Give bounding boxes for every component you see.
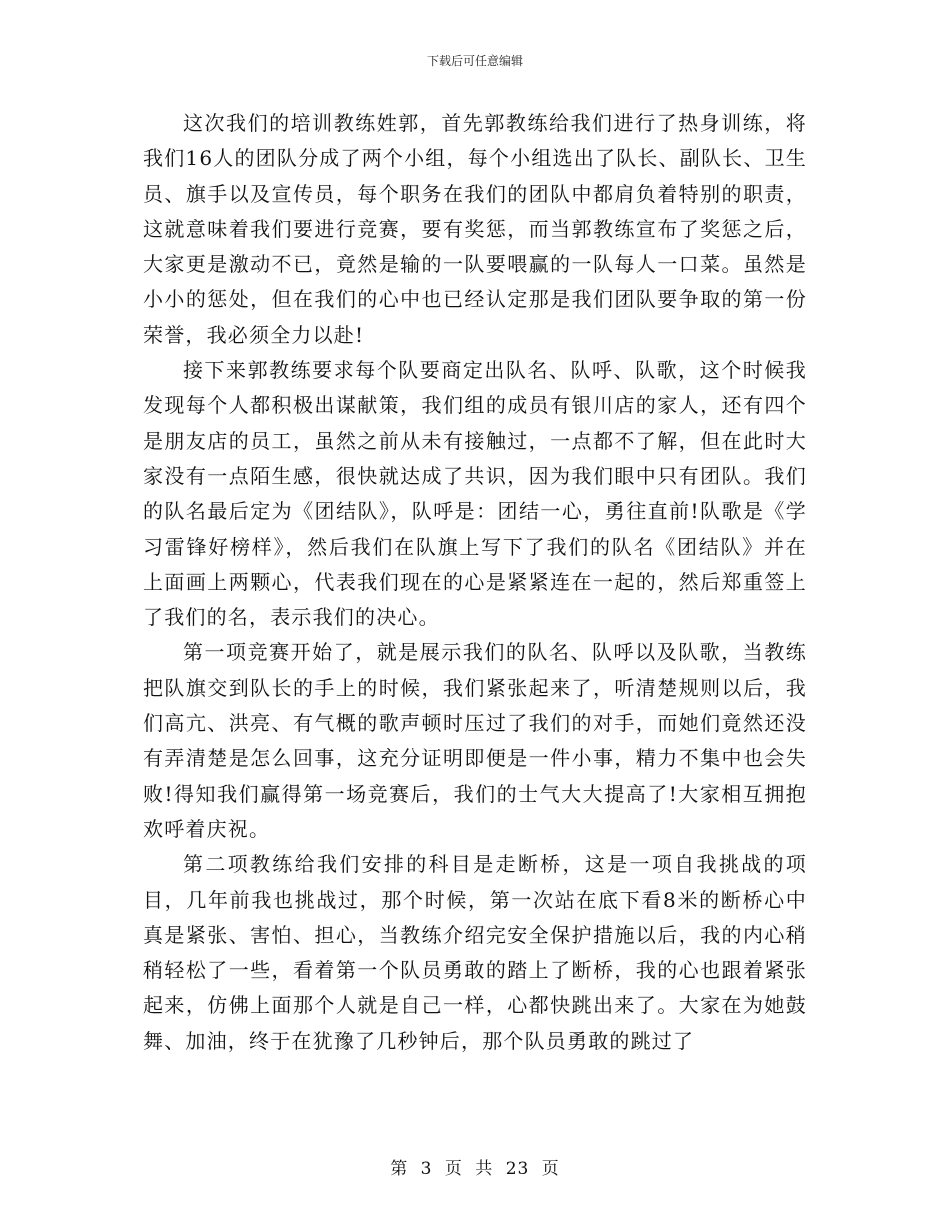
page-number-footer: 第 3 页 共 23 页	[390, 1159, 560, 1179]
paragraph-1: 这次我们的培训教练姓郭，首先郭教练给我们进行了热身训练，将我们16人的团队分成了两个小组，每个小组选出了队长、副队长、卫生员、旗手以及宣传员，每个职务在我们的团队中都肩负着特别的职责，这就意味着我们要进行竞赛，要有奖惩，而当郭教练宣布了奖惩之后，大家更是激动不已，竟然是输的一队要喂赢的一队每人一口菜。虽然是小小的惩处，但在我们的心中也已经认定那是我们团队要争取的第一份荣誉，我必须全力以赴!	[143, 111, 807, 347]
paragraph-4: 第二项教练给我们安排的科目是走断桥，这是一项自我挑战的项目，几年前我也挑战过，那个时候，第一次站在底下看8米的断桥心中真是紧张、害怕、担心，当教练介绍完安全保护措施以后，我的内心稍稍轻松了一些，看着第一个队员勇敢的踏上了断桥，我的心也跟着紧张起来，仿佛上面那个人就是自己一样，心都快跳出来了。大家在为她鼓舞、加油，终于在犹豫了几秒钟后，那个队员勇敢的跳过了	[143, 852, 807, 1053]
paragraph-3: 第一项竞赛开始了，就是展示我们的队名、队呼以及队歌，当教练把队旗交到队长的手上的时候，我们紧张起来了，听清楚规则以后，我们高亢、洪亮、有气概的歌声顿时压过了我们的对手，而她们竟然还没有弄清楚是怎么回事，这充分证明即便是一件小事，精力不集中也会失败!得知我们赢得第一场竞赛后，我们的士气大大提高了!大家相互拥抱欢呼着庆祝。	[143, 640, 807, 841]
paragraph-2: 接下来郭教练要求每个队要商定出队名、队呼、队歌，这个时候我发现每个人都积极出谋献策，我们组的成员有银川店的家人，还有四个是朋友店的员工，虽然之前从未有接触过，一点都不了解，但在此时大家没有一点陌生感，很快就达成了共识，因为我们眼中只有团队。我们的队名最后定为《团结队》，队呼是：团结一心，勇往直前!队歌是《学习雷锋好榜样》，然后我们在队旗上写下了我们的队名《团结队》并在上面画上两颗心，代表我们现在的心是紧紧连在一起的，然后郑重签上了我们的名，表示我们的决心。	[143, 358, 807, 630]
document-body	[143, 106, 807, 1059]
page-header-note: 下载后可任意编辑	[426, 54, 523, 68]
